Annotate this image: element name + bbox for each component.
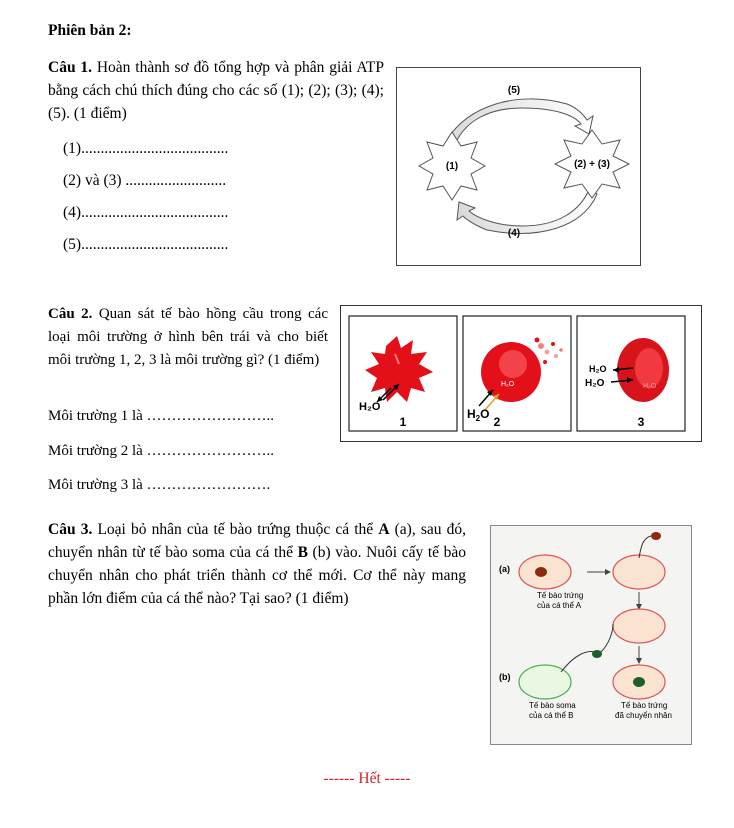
answer-blank-5: (5)...................................... (63, 236, 229, 253)
individual-a: A (378, 521, 390, 538)
h2o-label-1: H₂O (359, 401, 381, 413)
answer-blank-1: (1)...................................... (63, 140, 229, 157)
label-a: (a) (499, 564, 510, 574)
question-3-body-b: (a), sau đó, chuyển nhân từ tế bào soma của cá thể (48, 521, 467, 561)
question-3-body-a: Loại bỏ nhân của tế bào trứng thuộc cá thể (92, 521, 379, 538)
question-3-text (48, 518, 466, 610)
h2o-top-3: H₂O (589, 364, 607, 374)
environment-2-line: Môi trường 2 là …………………….. (48, 443, 275, 459)
hydrolysis-arrow (457, 190, 597, 233)
h2o-inside-3: H₂O (643, 383, 657, 390)
answer-blank-4: (4)...................................... (63, 204, 229, 221)
synthesis-arrow (447, 99, 593, 144)
atp-cycle-diagram (396, 67, 641, 266)
label-b: (b) (499, 672, 511, 682)
label-1: (1) (445, 161, 459, 172)
environment-3-line: Môi trường 3 là ……………………. (48, 477, 271, 493)
h2o-label-2: $H_2O$ (467, 407, 490, 423)
environment-1-line: Môi trường 1 là …………………….. (48, 408, 275, 424)
page-title: Phiên bản 2: (48, 22, 132, 39)
question-1-text (48, 56, 384, 125)
egg-a-caption-2: của cá thể A (537, 601, 582, 610)
individual-b: B (297, 544, 308, 561)
label-4: (4) (507, 228, 521, 239)
egg-transferred-caption-2: đã chuyển nhân (615, 711, 672, 720)
soma-caption-2: của cá thể B (529, 711, 574, 720)
question-2-text (48, 303, 328, 372)
question-3-body-c: (b) vào. Nuôi cấy tế bào chuyển nhân cho phát triển thành cơ thể mới. Cơ thể này mang phần lớn điểm của cá thể nào? Tại sao? (1 điểm) (48, 544, 467, 607)
env-number-2: 2 (493, 415, 501, 429)
answer-blank-2-3: (2) và (3) .......................... (63, 172, 227, 189)
question-3-label: Câu 3. (48, 521, 93, 538)
soma-caption-1: Tế bào soma (529, 701, 576, 710)
egg-transferred-caption-1: Tế bào trứng (621, 701, 668, 710)
label-2-3: (2) + (3) (574, 159, 610, 170)
env-number-1: 1 (399, 415, 407, 429)
h2o-bottom-3: H₂O (585, 378, 605, 389)
question-1-body: Hoàn thành sơ đồ tổng hợp và phân giải ATP bằng cách chú thích đúng cho các số (1); (2); (3); (4); (5). (1 điểm) (48, 59, 384, 122)
question-2-label: Câu 2. (48, 306, 93, 322)
egg-a-caption-1: Tế bào trứng (537, 591, 584, 600)
nuclear-transfer-diagram (490, 525, 692, 745)
question-2-body: Quan sát tế bào hồng cầu trong các loại môi trường ở hình bên trái và cho biết môi trường 1, 2, 3 là môi trường gì? (1 điểm) (48, 306, 328, 368)
env-number-3: 3 (637, 415, 645, 429)
h2o-small-2: H₂O (501, 381, 515, 388)
label-5: (5) (507, 85, 521, 96)
question-1-label: Câu 1. (48, 59, 93, 76)
red-blood-cell-figure (340, 305, 702, 442)
end-marker: ------ Hết ----- (323, 770, 411, 787)
